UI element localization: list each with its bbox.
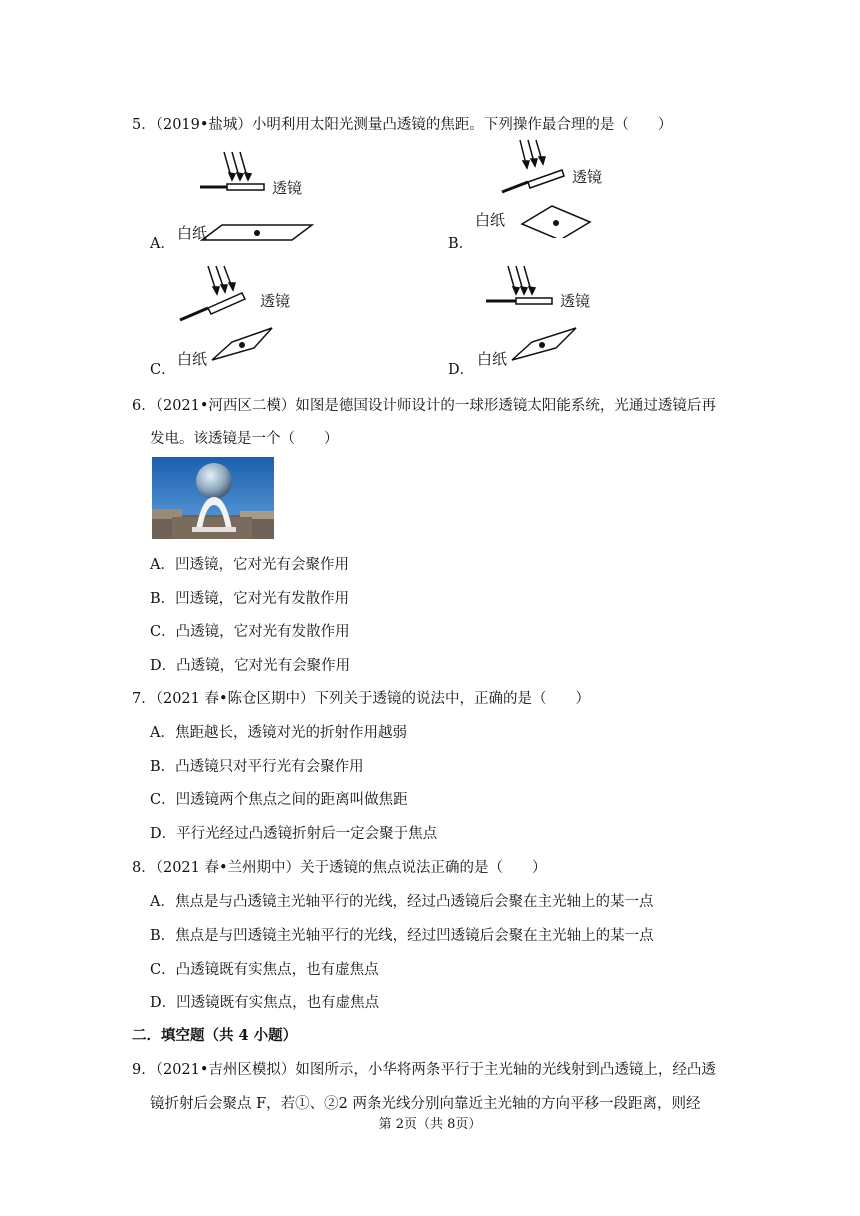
q6-option-a: A．凹透镜，它对光有会聚作用	[150, 557, 349, 573]
q8-option-c: C．凸透镜既有实焦点，也有虚焦点	[150, 962, 379, 978]
q8-option-b: B．焦点是与凹透镜主光轴平行的光线，经过凹透镜后会聚在主光轴上的某一点	[150, 928, 654, 944]
q7-option-c: C．凹透镜两个焦点之间的距离叫做焦距	[150, 792, 408, 808]
page-footer: 第 2页（共 8页）	[378, 1117, 482, 1132]
question-7: 7．（2021 春•陈仓区期中）下列关于透镜的说法中，正确的是（ ）	[132, 691, 591, 707]
question-9-line-2: 镜折射后会聚点 F，若①、②2 两条光线分别向靠近主光轴的方向平移一段距离，则经	[150, 1096, 701, 1112]
lens-label-d: 透镜	[560, 292, 591, 310]
paper-label-d: 白纸	[477, 350, 508, 368]
lens-label-c: 透镜	[260, 292, 291, 310]
section-heading: 二．填空题（共 4 小题）	[132, 1027, 298, 1044]
paper-label-a: 白纸	[177, 224, 208, 242]
q6-option-d: D．凸透镜，它对光有会聚作用	[150, 658, 351, 674]
option-d-letter: D．	[448, 362, 475, 378]
q6-option-c: C．凸透镜，它对光有发散作用	[150, 624, 350, 640]
q7-option-b: B．凸透镜只对平行光有会聚作用	[150, 759, 364, 775]
question-9-line-1: 9．（2021•吉州区模拟）如图所示，小华将两条平行于主光轴的光线射到凸透镜上，经凸透	[132, 1062, 716, 1078]
lens-label-a: 透镜	[272, 179, 303, 197]
option-b-letter: B．	[448, 236, 474, 252]
option-a-letter: A．	[150, 236, 175, 252]
option-d-figure	[474, 262, 624, 374]
question-8: 8．（2021 春•兰州期中）关于透镜的焦点说法正确的是（ ）	[132, 860, 547, 876]
question-6-line-2: 发电。该透镜是一个（ ）	[150, 431, 339, 447]
q8-option-a: A．焦点是与凸透镜主光轴平行的光线，经过凸透镜后会聚在主光轴上的某一点	[150, 894, 654, 910]
lens-label-b: 透镜	[572, 168, 603, 186]
option-c-letter: C．	[150, 362, 176, 378]
paper-label-c: 白纸	[177, 350, 208, 368]
q8-option-d: D．凹透镜既有实焦点，也有虚焦点	[150, 995, 380, 1011]
paper-label-b: 白纸	[475, 211, 506, 229]
option-c-figure	[174, 262, 324, 374]
q7-option-a: A．焦距越长，透镜对光的折射作用越弱	[150, 725, 407, 741]
q7-option-d: D．平行光经过凸透镜折射后一定会聚于焦点	[150, 826, 438, 842]
option-b-figure	[472, 138, 622, 238]
question-5: 5．（2019•盐城）小明利用太阳光测量凸透镜的焦距。下列操作最合理的是（ ）	[132, 117, 673, 133]
question-6-line-1: 6．（2021•河西区二模）如图是德国设计师设计的一球形透镜太阳能系统，光通过透镜后再	[132, 398, 716, 414]
solar-lens-photo	[152, 457, 274, 539]
option-a-figure	[172, 146, 322, 246]
q6-option-b: B．凹透镜，它对光有发散作用	[150, 591, 350, 607]
